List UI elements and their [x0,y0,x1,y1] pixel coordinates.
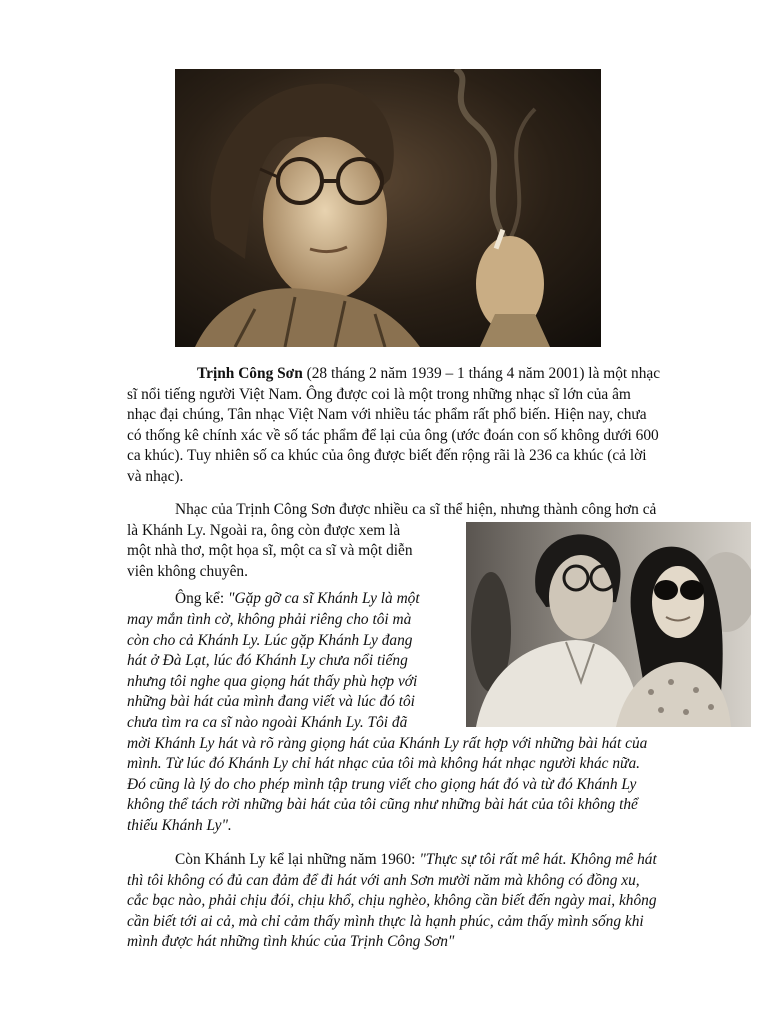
portrait-photo [175,69,601,347]
quote-text: "Gặp gỡ ca sĩ Khánh Ly là một [228,590,420,608]
quote-lead: Ông kể: [175,590,229,608]
khanh-ly-paragraph: Còn Khánh Ly kể lại những năm 1960: "Thực sự tôi rất mê hát. Không mê hát thì tôi không có đủ can đảm để đi hát với anh Sơn mười năm mà không có đồng xu, cắc bạc nào, phải chịu đói, chịu khổ, chịu nghèo, không cần biết đến ngày mai, không cần biết tới ai cả, mà chỉ cảm thấy mình thực là hạnh phúc, cảm thấy mình sống khi mình được hát những tình khúc của Trịnh Công Sơn" [127,851,657,951]
career-paragraph: Nhạc của Trịnh Công Sơn được nhiều ca sĩ thể hiện, nhưng thành công hơn cả là Khánh Ly. Ngoài ra, ông còn được xem là một nhà thơ, một họa sĩ, một ca sĩ và một diễn viên không chuyên. Ông kể: "Gặp gỡ ca sĩ Khánh Ly là một may mắn tình cờ, không phải riêng cho tôi mà còn cho cả Khánh Ly. Lúc gặp Khánh Ly đang hát ở Đà Lạt, lúc đó Khánh Ly chưa nổi tiếng nhưng tôi nghe qua giọng hát thấy phù hợp với những bài hát của mình đang viết và lúc đó tôi chưa tìm ra ca sĩ nào ngoài Khánh Ly. Tôi đã mời Khánh Ly hát và rõ ràng giọng hát của Khánh Ly rất hợp với những bài hát của mình. Từ lúc đó Khánh Ly chỉ hát nhạc của tôi mà không hát nhạc người khác nữa. Đó cũng là lý do cho phép mình tập trung viết cho giọng hát đó và từ đó Khánh Ly không thể tách rời những bài hát của tôi cũng như những bài hát của tôi không thể thiếu Khánh Ly". [127,501,657,834]
intro-paragraph: Trịnh Công Sơn (28 tháng 2 năm 1939 – 1 tháng 4 năm 2001) là một nhạc sĩ nổi tiếng người Việt Nam. Ông được coi là một trong những nhạc sĩ lớn của âm nhạc đại chúng, Tân nhạc Việt Nam với nhiều tác phẩm rất phổ biến. Hiện nay, chưa có thống kê chính xác về số tác phẩm để lại của ông (ước đoán con số không dưới 600 ca khúc). Tuy nhiên số ca khúc của ông được biết đến rộng rãi là 236 ca khúc (cả lời và nhạc). [127,365,661,485]
person-name: Trịnh Công Sơn [197,365,303,382]
